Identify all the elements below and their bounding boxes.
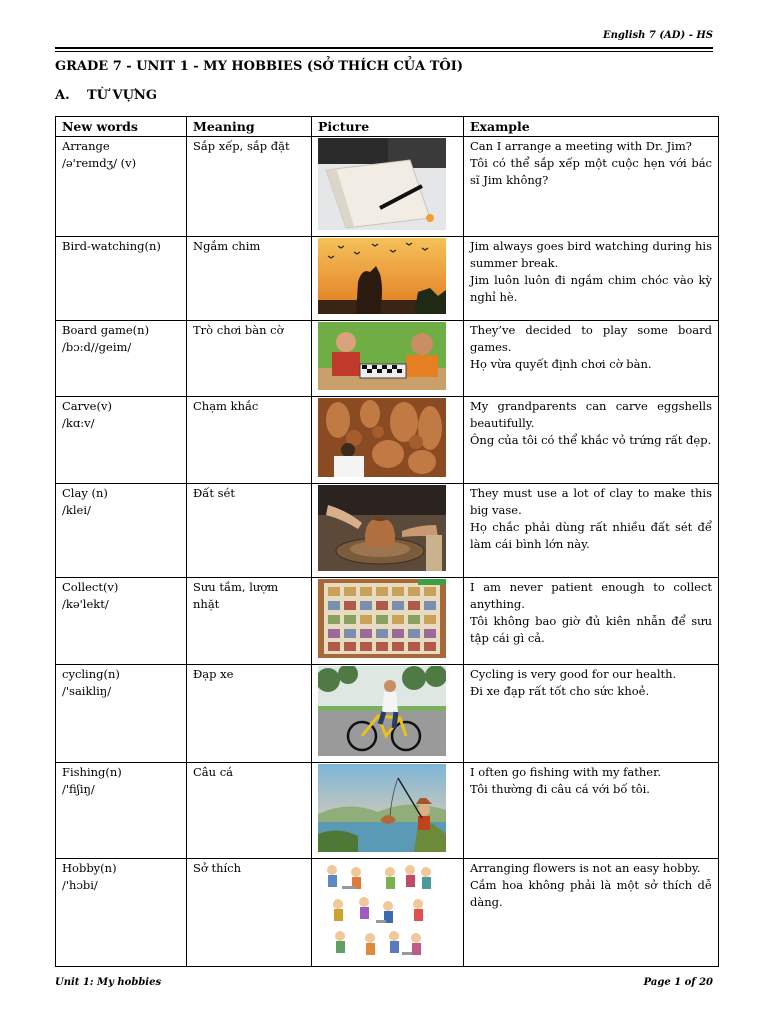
table-row <box>56 397 719 484</box>
example-en: Jim always goes bird watching during his summer break. <box>470 239 712 270</box>
word: Bird-watching(n) <box>62 239 161 253</box>
section-heading <box>55 88 157 103</box>
table-row <box>56 665 719 763</box>
word-cell <box>56 665 187 763</box>
header-rule-thin <box>55 51 713 52</box>
word: cycling(n) <box>62 667 120 681</box>
fishing-cartoon <box>318 764 446 857</box>
example-vi: Họ chắc phải dùng rất nhiều đất sét để làm cái bình lớn này. <box>470 520 712 551</box>
hobby-cartoons <box>318 860 446 965</box>
meaning: Sắp xếp, sắp đặt <box>187 137 312 237</box>
word-cell <box>56 321 187 397</box>
table-row <box>56 321 719 397</box>
meaning: Câu cá <box>187 763 312 859</box>
col-header-picture: Picture <box>312 117 464 137</box>
word: Arrange <box>62 139 110 153</box>
ipa: /'hɔbi/ <box>62 878 98 892</box>
word-cell <box>56 578 187 665</box>
table-row <box>56 578 719 665</box>
header-rule <box>55 47 713 49</box>
word: Board game(n) <box>62 323 150 337</box>
example-en: Cycling is very good for our health. <box>470 667 677 681</box>
meaning: Chạm khắc <box>187 397 312 484</box>
example-en: Can I arrange a meeting with Dr. Jim? <box>470 139 692 153</box>
word: Fishing(n) <box>62 765 122 779</box>
word: Collect(v) <box>62 580 119 594</box>
table-row <box>56 137 719 237</box>
footer-page-number: Page 1 of 20 <box>643 977 713 988</box>
section-title: TỪ VỰNG <box>87 88 157 103</box>
header-right: English 7 (AD) - HS <box>603 30 713 41</box>
example-vi: Họ vừa quyết định chơi cờ bàn. <box>470 357 652 371</box>
notebook-pen-photo <box>318 138 446 235</box>
chess-kids-photo <box>318 322 446 395</box>
meaning: Đạp xe <box>187 665 312 763</box>
ipa: /bɔ:d//geim/ <box>62 340 132 354</box>
word-cell <box>56 859 187 967</box>
example-vi: Cắm hoa không phải là một sở thích dễ dàng. <box>470 878 712 909</box>
footer-left: Unit 1: My hobbies <box>55 977 162 988</box>
vocabulary-table <box>55 116 719 967</box>
meaning: Sở thích <box>187 859 312 967</box>
col-header-meaning: Meaning <box>187 117 312 137</box>
word: Hobby(n) <box>62 861 117 875</box>
ipa: /ə'reɪndʒ/ (v) <box>62 156 137 170</box>
cyclist-photo <box>318 666 446 761</box>
example-vi: Ông của tôi có thể khắc vỏ trứng rất đẹp. <box>470 433 712 447</box>
example-vi: Jim luôn luôn đi ngắm chim chóc vào kỳ nghỉ hè. <box>470 273 712 304</box>
meaning: Đất sét <box>187 484 312 578</box>
ipa: /kɑ:v/ <box>62 416 95 430</box>
word: Carve(v) <box>62 399 112 413</box>
wood-carving-photo <box>318 398 446 482</box>
ipa: /'fiʃiŋ/ <box>62 782 95 796</box>
table-header-row <box>56 117 719 137</box>
table-row <box>56 859 719 967</box>
word-cell <box>56 484 187 578</box>
ipa: /'saikliŋ/ <box>62 684 112 698</box>
word-cell <box>56 397 187 484</box>
example-en: I am never patient enough to collect anything. <box>470 580 712 611</box>
pottery-wheel-photo <box>318 485 446 576</box>
stamp-album-photo <box>318 579 446 663</box>
page-title: GRADE 7 - UNIT 1 - MY HOBBIES (SỞ THÍCH CỦA TÔI) <box>55 59 463 74</box>
bird-watching-photo <box>318 238 446 319</box>
col-header-new-words: New words <box>56 117 187 137</box>
ipa: /kə'lekt/ <box>62 597 109 611</box>
example-en: Arranging flowers is not an easy hobby. <box>470 861 701 875</box>
word-cell <box>56 137 187 237</box>
example-en: I often go fishing with my father. <box>470 765 661 779</box>
word-cell <box>56 237 187 321</box>
ipa: /klei/ <box>62 503 91 517</box>
word-cell <box>56 763 187 859</box>
example-vi: Tôi có thể sắp xếp một cuộc hẹn với bác sĩ Jim không? <box>470 156 712 187</box>
word: Clay (n) <box>62 486 108 500</box>
example-en: They’ve decided to play some board games. <box>470 323 712 354</box>
table-row <box>56 484 719 578</box>
example-vi: Đi xe đạp rất tốt cho sức khoẻ. <box>470 684 650 698</box>
meaning: Sưu tầm, lượm nhặt <box>187 578 312 665</box>
table-row <box>56 237 719 321</box>
table-row <box>56 763 719 859</box>
example-en: My grandparents can carve eggshells beautifully. <box>470 399 712 430</box>
example-vi: Tôi không bao giờ đủ kiên nhẫn để sưu tập cái gì cả. <box>470 614 712 645</box>
meaning: Trò chơi bàn cờ <box>187 321 312 397</box>
example-vi: Tôi thường đi câu cá với bố tôi. <box>470 782 650 796</box>
meaning: Ngắm chim <box>187 237 312 321</box>
col-header-example: Example <box>464 117 719 137</box>
section-number: A. <box>55 88 70 103</box>
example-en: They must use a lot of clay to make this big vase. <box>470 486 712 517</box>
